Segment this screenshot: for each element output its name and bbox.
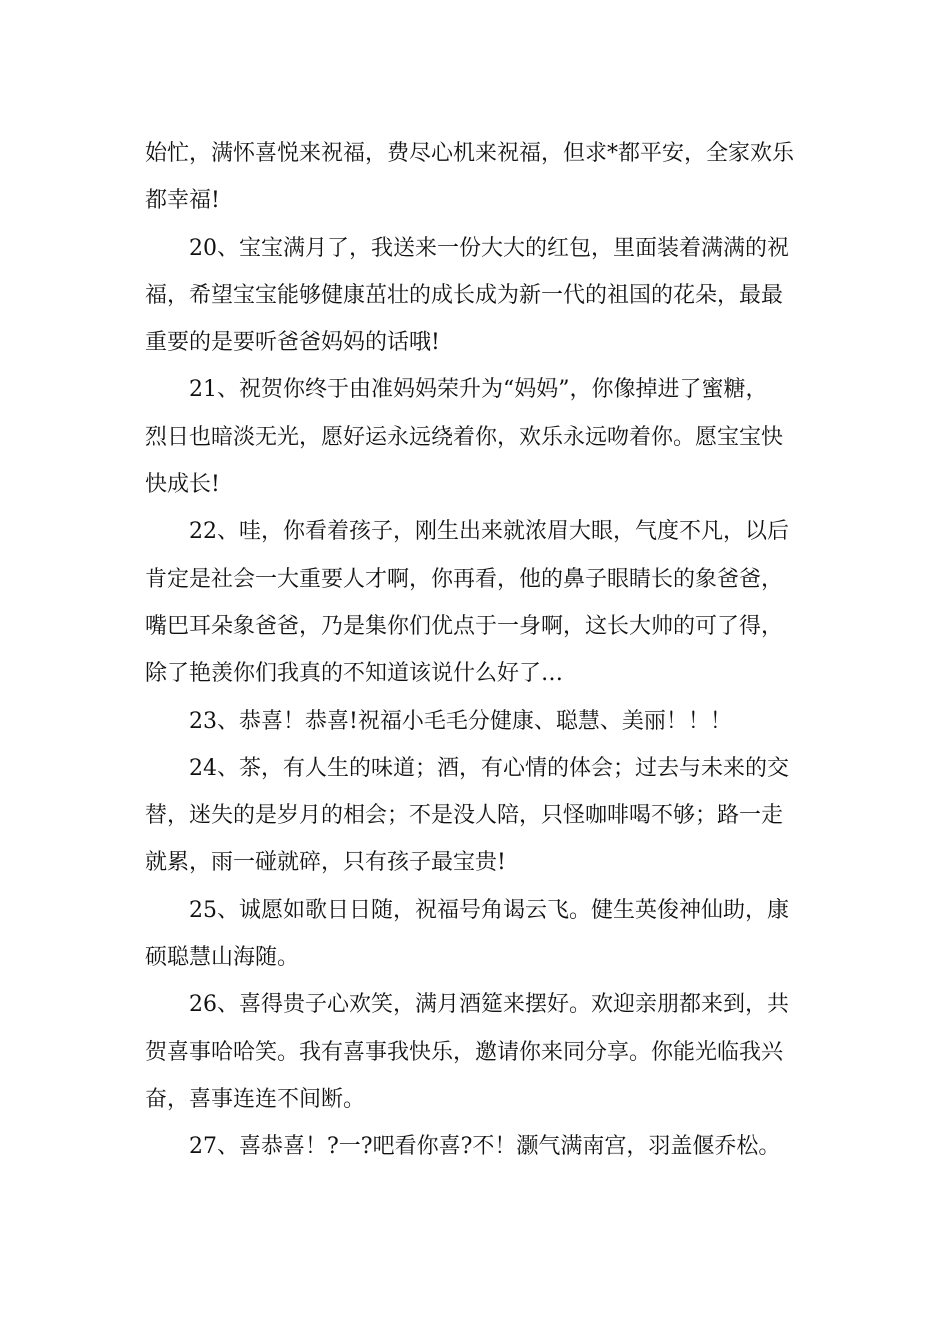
paragraph-27 [145, 1123, 807, 1170]
paragraph-24 [145, 745, 807, 887]
text-line: 除了艳羡你们我真的不知道该说什么好了… [145, 661, 564, 687]
paragraph-25 [145, 887, 807, 982]
text-line: 硕聪慧山海随。 [145, 945, 300, 971]
paragraph-21 [145, 366, 807, 508]
paragraph-23 [145, 698, 807, 745]
text-line: 20、宝宝满月了，我送来一份大大的红包，里面装着满满的祝 [189, 235, 789, 261]
paragraph-20 [145, 225, 807, 367]
text-line: 贺喜事哈哈笑。我有喜事我快乐，邀请你来同分享。你能光临我兴 [145, 1039, 784, 1065]
text-line: 22、哇，你看着孩子，刚生出来就浓眉大眼，气度不凡，以后 [189, 519, 789, 545]
text-line: 都幸福! [145, 188, 220, 214]
paragraph-continuation [145, 130, 807, 225]
document-body [145, 130, 807, 1171]
text-line: 奋，喜事连连不间断。 [145, 1086, 366, 1112]
text-line: 27、喜恭喜！?一?吧看你喜?不！灏气满南宫，羽盖偃乔松。 [189, 1134, 781, 1160]
paragraph-26 [145, 981, 807, 1123]
text-line: 福，希望宝宝能够健康茁壮的成长成为新一代的祖国的花朵，最最 [145, 282, 784, 308]
text-line: 烈日也暗淡无光，愿好运永远绕着你，欢乐永远吻着你。愿宝宝快 [145, 424, 784, 450]
text-line: 23、恭喜！恭喜!祝福小毛毛分健康、聪慧、美丽！！！ [189, 708, 732, 734]
text-line: 25、诚愿如歌日日随，祝福号角谒云飞。健生英俊神仙助，康 [189, 897, 789, 923]
text-line: 嘴巴耳朵象爸爸，乃是集你们优点于一身啊，这长大帅的可了得， [145, 613, 784, 639]
text-line: 就累，雨一碰就碎，只有孩子最宝贵! [145, 850, 506, 876]
text-line: 重要的是要听爸爸妈妈的话哦! [145, 330, 440, 356]
text-line: 替，迷失的是岁月的相会；不是没人陪，只怪咖啡喝不够；路一走 [145, 803, 784, 829]
text-line: 肯定是社会一大重要人才啊，你再看，他的鼻子眼睛长的象爸爸， [145, 566, 784, 592]
text-line: 24、茶，有人生的味道；酒，有心情的体会；过去与未来的交 [189, 755, 789, 781]
text-line: 始忙，满怀喜悦来祝福，费尽心机来祝福，但求*都平安，全家欢乐 [145, 141, 795, 166]
text-line: 26、喜得贵子心欢笑，满月酒筵来摆好。欢迎亲朋都来到，共 [189, 992, 789, 1018]
text-line: 21、祝贺你终于由准妈妈荣升为“妈妈”，你像掉进了蜜糖， [189, 377, 768, 403]
text-line: 快成长! [145, 472, 220, 498]
paragraph-22 [145, 508, 807, 697]
